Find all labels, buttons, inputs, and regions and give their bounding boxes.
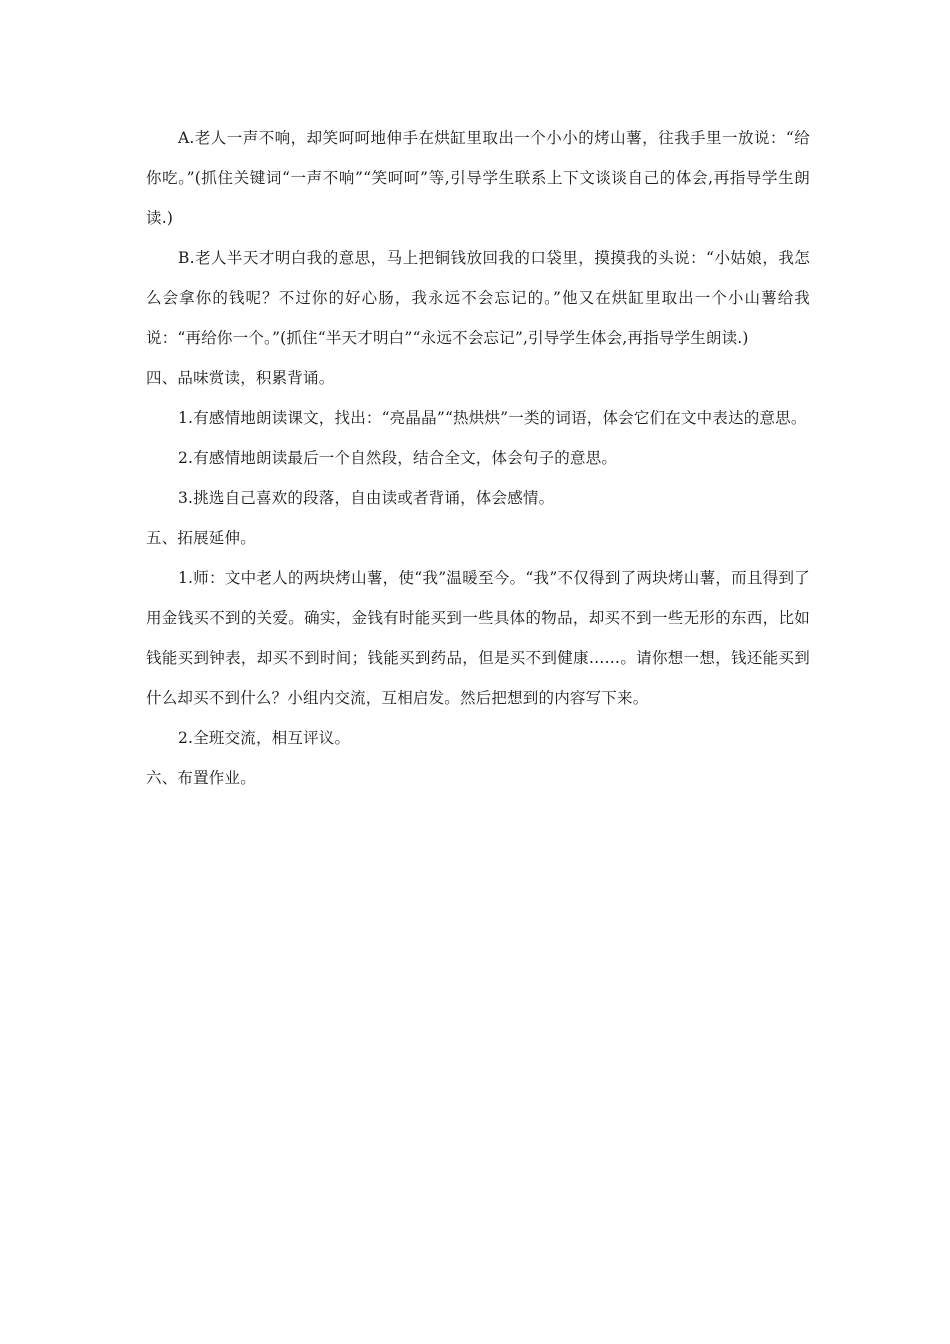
- section-heading-4: 四、品味赏读，积累背诵。: [146, 369, 335, 387]
- paragraph-5-2: 2.全班交流，相互评议。: [178, 729, 351, 747]
- paragraph-4-1: 1.有感情地朗读课文，找出：“亮晶晶”“热烘烘”一类的词语，体会它们在文中表达的意思。: [178, 409, 807, 427]
- paragraph-option-a: A.老人一声不响，却笑呵呵地伸手在烘缸里取出一个小小的烤山薯，往我手里一放说：“给你吃。”(抓住关键词“一声不响”“笑呵呵”等,引导学生联系上下文谈谈自己的体会,再指导学生朗读.): [146, 129, 810, 227]
- paragraph-4-2: 2.有感情地朗读最后一个自然段，结合全文，体会句子的意思。: [178, 449, 618, 467]
- section-heading-5: 五、拓展延伸。: [146, 529, 256, 547]
- section-heading-6: 六、布置作业。: [146, 769, 256, 787]
- paragraph-5-1: 1.师：文中老人的两块烤山薯，使“我”温暖至今。“我”不仅得到了两块烤山薯，而且得到了用金钱买不到的关爱。确实，金钱有时能买到一些具体的物品，却买不到一些无形的东西，比如钱能买到钟表，却买不到时间；钱能买到药品，但是买不到健康……。请你想一想，钱还能买到什么却买不到什么？小组内交流，互相启发。然后把想到的内容写下来。: [146, 569, 810, 707]
- paragraph-option-b: B.老人半天才明白我的意思，马上把铜钱放回我的口袋里，摸摸我的头说：“小姑娘，我怎么会拿你的钱呢？不过你的好心肠，我永远不会忘记的。”他又在烘缸里取出一个小山薯给我说：“再给你一个。”(抓住“半天才明白”“永远不会忘记”,引导学生体会,再指导学生朗读.): [146, 249, 810, 347]
- document-body: [146, 118, 810, 798]
- paragraph-4-3: 3.挑选自己喜欢的段落，自由读或者背诵，体会感情。: [178, 489, 555, 507]
